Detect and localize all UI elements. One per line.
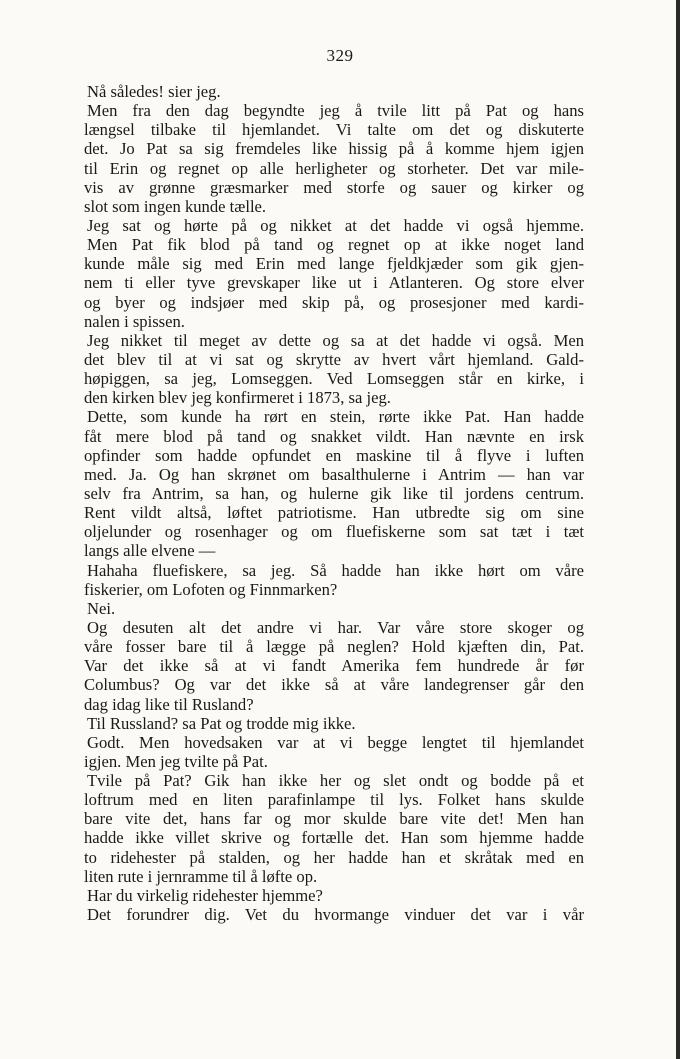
text-line: vis av grønne græsmarker med storfe og sauer og kirker og [84,177,584,197]
text-line: Hahaha fluefiskere, sa jeg. Så hadde han ikke hørt om våre [87,560,584,580]
body-text [84,82,584,924]
text-line: nalen i spissen. [84,311,185,331]
text-line: Jeg sat og hørte på og nikket at det hadde vi også hjemme. [87,215,584,235]
text-line: det. Jo Pat sa sig fremdeles like hissig på å komme hjem igjen [84,139,584,159]
text-line: opfinder som hadde opfundet en maskine til å flyve i luften [84,445,584,465]
text-line: Rent vildt altså, løftet patriotisme. Han utbredte sig om sine [84,503,584,523]
text-line: Og desuten alt det andre vi har. Var våre store skoger og [87,617,584,637]
text-line: langs alle elvene — [84,541,216,561]
text-line: høpiggen, sa jeg, Lomseggen. Ved Lomseggen står en kirke, i [84,369,584,389]
text-line: Jeg nikket til meget av dette og sa at det hadde vi også. Men [87,330,584,350]
text-line: Men Pat fik blod på tand og regnet op at ikke noget land [87,235,584,255]
text-line: Var det ikke så at vi fandt Amerika fem hundrede år før [84,656,584,676]
text-line: længsel tilbake til hjemlandet. Vi talte om det og diskuterte [84,120,584,140]
text-line: Dette, som kunde ha rørt en stein, rørte ikke Pat. Han hadde [87,407,584,427]
page-number: 329 [326,46,354,65]
text-line: bare vite det, hans far og mor skulde bare vite det! Men han [84,809,584,829]
text-line: det blev til at vi sat og skrytte av hvert vårt hjemland. Gald- [84,349,584,369]
text-line: Tvile på Pat? Gik han ikke her og slet ondt og bodde på et [87,771,584,791]
text-line: to ridehester på stalden, og her hadde han et skråtak med en [84,847,584,867]
text-line: slot som ingen kunde tælle. [84,196,267,216]
text-line: Columbus? Og var det ikke så at våre landegrenser går den [84,675,584,695]
text-line: selv fra Antrim, sa han, og hulerne gik like til jordens centrum. [84,483,584,503]
text-line: loftrum med en liten parafinlampe til lys. Folket hans skulde [84,790,584,810]
text-line: kunde måle sig med Erin med lange fjeldkjæder som gik gjen- [84,254,584,274]
text-line: nem ti eller tyve grevskaper like ut i Atlanteren. Og store elver [84,273,584,293]
text-line: og byer og indsjøer med skip på, og prosesjoner med kardi- [84,292,584,312]
text-line: til Erin og regnet op alle herligheter og storheter. Det var mile- [84,158,584,178]
text-line: Godt. Men hovedsaken var at vi begge lengtet til hjemlandet [87,732,584,752]
text-line: oljelunder og rosenhager og om fluefiskerne som sat tæt i tæt [84,522,584,542]
text-line: Nei. [87,598,116,618]
text-line: fiskerier, om Lofoten og Finnmarken? [84,579,338,599]
page-edge [676,0,680,1059]
text-line: liten rute i jernramme til å løfte op. [84,866,318,886]
text-line: den kirken blev jeg konfirmeret i 1873, sa jeg. [84,388,391,408]
text-line: Nå således! sier jeg. [87,82,221,101]
text-line: med. Ja. Og han skrønet om basalthulerne i Antrim — han var [84,464,584,484]
text-line: dag idag like til Rusland? [84,694,254,714]
text-line: Har du virkelig ridehester hjemme? [87,885,323,905]
text-line: Det forundrer dig. Vet du hvormange vinduer det var i vår [87,905,584,925]
text-line: hadde ikke villet skrive og fortælle det. Han som hjemme hadde [84,828,584,848]
text-line: fåt mere blod på tand og snakket vildt. Han nævnte en irsk [84,426,584,446]
text-line: våre fosser bare til å lægge på neglen? Hold kjæften din, Pat. [84,637,584,657]
text-line: igjen. Men jeg tvilte på Pat. [84,751,268,771]
text-line: Men fra den dag begyndte jeg å tvile litt på Pat og hans [87,101,584,121]
text-line: Til Russland? sa Pat og trodde mig ikke. [87,713,356,733]
